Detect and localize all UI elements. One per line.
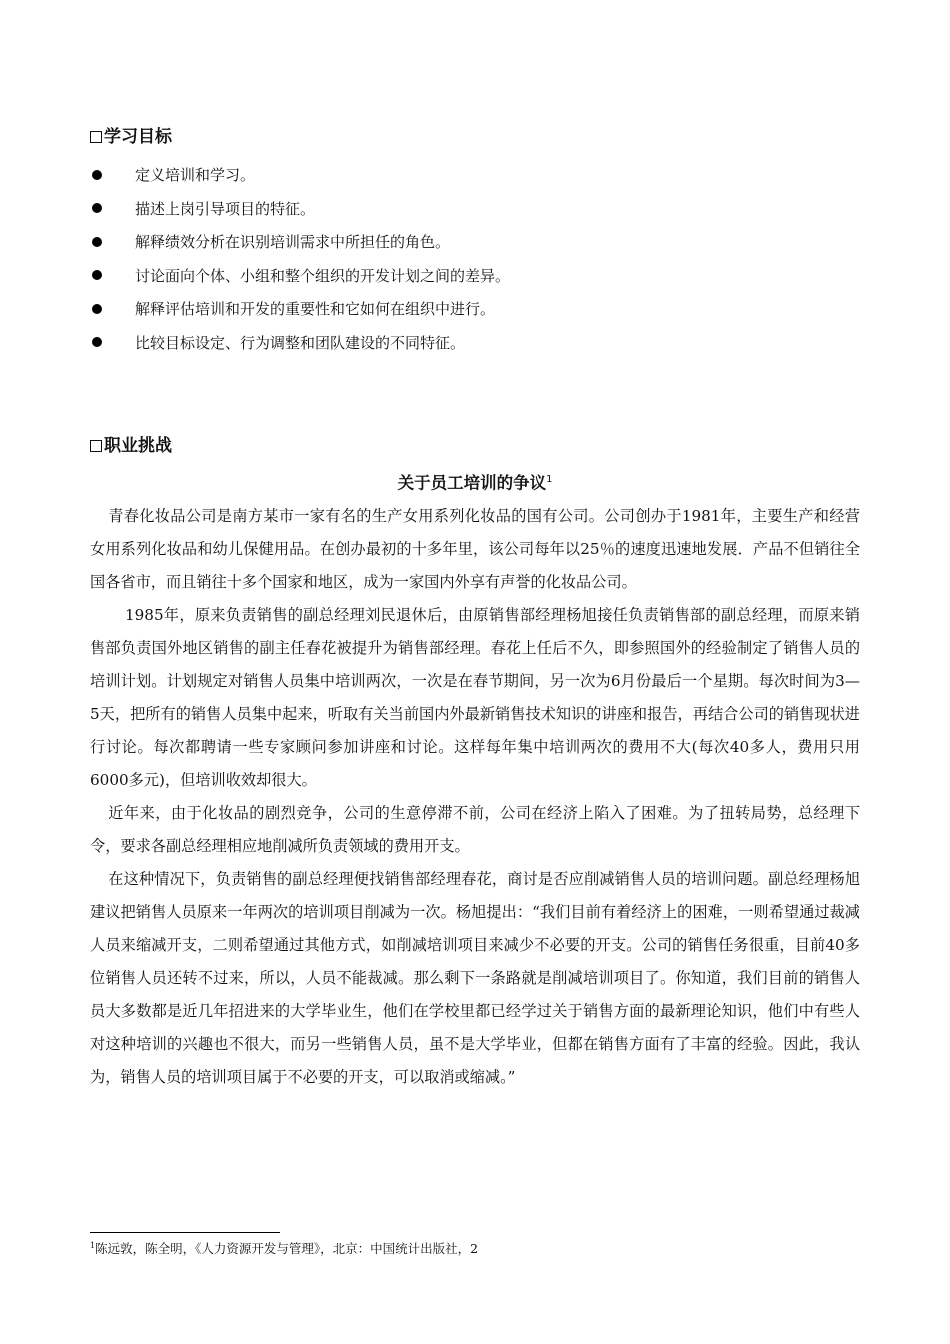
list-item-text: 定义培训和学习。 xyxy=(135,166,256,185)
list-item-text: 比较目标设定、行为调整和团队建设的不同特征。 xyxy=(135,333,466,352)
article-title-text: 关于员工培训的争议 xyxy=(397,473,547,493)
list-item-text: 描述上岗引导项目的特征。 xyxy=(135,199,316,218)
article-body xyxy=(90,500,860,1094)
footnote xyxy=(90,1238,478,1257)
list-item xyxy=(90,192,870,226)
bullet-icon xyxy=(92,170,102,180)
list-item xyxy=(90,158,870,192)
learning-objectives-heading-text: 学习目标 xyxy=(104,127,172,147)
list-item-text: 讨论面向个体、小组和整个组织的开发计划之间的差异。 xyxy=(135,266,511,285)
footnote-divider xyxy=(90,1232,280,1233)
footnote-reference[interactable]: 1 xyxy=(546,474,553,485)
checkbox-icon xyxy=(90,440,102,452)
paragraph: 1985年，原来负责销售的副总经理刘民退休后，由原销售部经理杨旭接任负责销售部的副总经理，而原来销售部负责国外地区销售的副主任春花被提升为销售部经理。春花上任后不久，即参照国外的经验制定了销售人员的培训计划。计划规定对销售人员集中培训两次，一次是在春节期间，另一次为6月份最后一个星期。每次时间为3—5天，把所有的销售人员集中起来，听取有关当前国内外最新销售技术知识的讲座和报告，再结合公司的销售现状进行讨论。每次都聘请一些专家顾问参加讲座和讨论。这样每年集中培训两次的费用不大(每次40多人，费用只用6000多元)，但培训收效却很大。 xyxy=(90,606,860,789)
paragraph: 青春化妆品公司是南方某市一家有名的生产女用系列化妆品的国有公司。公司创办于1981年，主要生产和经营女用系列化妆品和幼儿保健用品。在创办最初的十多年里，该公司每年以25％的速度迅速地发展．产品不但销往全国各省市，而且销往十多个国家和地区，成为一家国内外享有声誉的化妆品公司。 xyxy=(90,507,860,591)
footnote-marker: 1 xyxy=(90,1241,96,1250)
bullet-icon xyxy=(92,237,102,247)
checkbox-icon xyxy=(90,131,102,143)
list-item xyxy=(90,259,870,293)
bullet-icon xyxy=(92,203,102,213)
bullet-icon xyxy=(92,337,102,347)
bullet-icon xyxy=(92,270,102,280)
footnote-text: 陈远敦，陈全明，《人力资源开发与管理》，北京：中国统计出版社，2 xyxy=(95,1241,479,1257)
list-item xyxy=(90,292,870,326)
list-item-text: 解释绩效分析在识别培训需求中所担任的角色。 xyxy=(135,233,451,252)
career-challenge-heading-text: 职业挑战 xyxy=(104,436,172,456)
bullet-icon xyxy=(92,304,102,314)
paragraph: 近年来，由于化妆品的剧烈竞争，公司的生意停滞不前，公司在经济上陷入了困难。为了扭转局势，总经理下令，要求各副总经理相应地削减所负责领域的费用开支。 xyxy=(90,804,860,855)
paragraph: 在这种情况下，负责销售的副总经理便找销售部经理春花，商讨是否应削减销售人员的培训问题。副总经理杨旭建议把销售人员原来一年两次的培训项目削减为一次。杨旭提出：“我们目前有着经济上的困难，一则希望通过裁减人员来缩减开支，二则希望通过其他方式，如削减培训项目来减少不必要的开支。公司的销售任务很重，目前40多位销售人员还转不过来，所以，人员不能裁减。那么剩下一条路就是削减培训项目了。你知道，我们目前的销售人员大多数都是近几年招进来的大学毕业生，他们在学校里都已经学过关于销售方面的最新理论知识，他们中有些人对这种培训的兴趣也不很大，而另一些销售人员，虽不是大学毕业，但都在销售方面有了丰富的经验。因此，我认为，销售人员的培训项目属于不必要的开支，可以取消或缩减。” xyxy=(90,870,860,1086)
list-item xyxy=(90,326,870,360)
career-challenge-heading xyxy=(90,436,172,456)
learning-objectives-list xyxy=(90,158,870,359)
learning-objectives-heading xyxy=(90,127,172,147)
list-item-text: 解释评估培训和开发的重要性和它如何在组织中进行。 xyxy=(135,300,496,319)
article-title xyxy=(0,470,950,494)
list-item xyxy=(90,225,870,259)
